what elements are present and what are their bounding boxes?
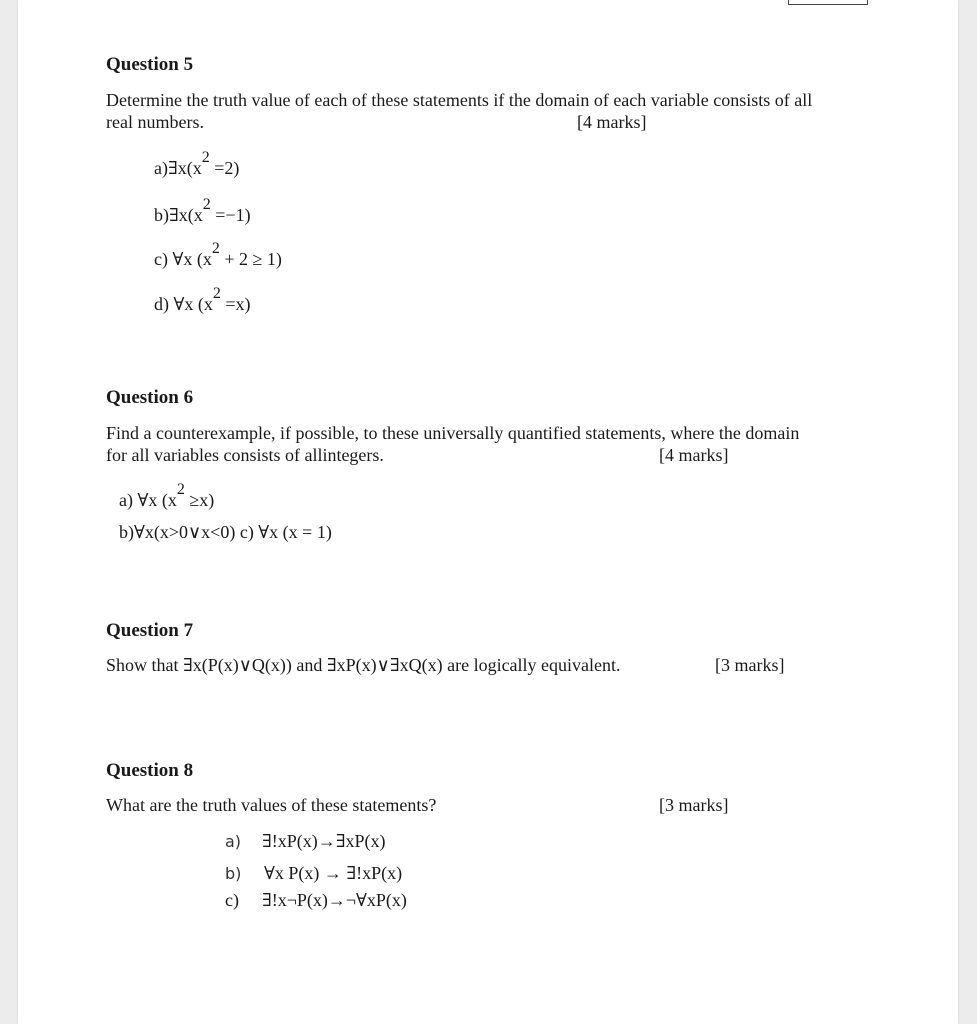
q5-item-d: d) ∀x (x2 =x) xyxy=(154,285,251,314)
q5-item-c: c) ∀x (x2 + 2 ≥ 1) xyxy=(154,240,282,269)
q6-text-line2: for all variables consists of allintegers. xyxy=(106,445,384,465)
q6-title: Question 6 xyxy=(106,387,194,408)
q8-text: What are the truth values of these statements? xyxy=(106,795,437,815)
q8-item-c-label: c) xyxy=(225,890,239,910)
q6-text-line1: Find a counterexample, if possible, to these universally quantified statements, where the domain xyxy=(106,423,800,443)
q8-title: Question 8 xyxy=(106,760,194,781)
q8-marks: [3 marks] xyxy=(659,795,729,815)
q8-item-b-expr: ∀x P(x) → ∃!xP(x) xyxy=(264,863,403,883)
q5-text-line2: real numbers. xyxy=(106,112,204,132)
q7-text: Show that ∃x(P(x)∨Q(x)) and ∃xP(x)∨∃xQ(x) are logically equivalent. xyxy=(106,655,621,675)
q5-text-line1: Determine the truth value of each of these statements if the domain of each variable consists of all xyxy=(106,90,813,110)
q5-title: Question 5 xyxy=(106,54,194,75)
q8-item-b-label: b) xyxy=(225,864,242,883)
q5-item-b: b)∃x(x2 =−1) xyxy=(154,196,251,225)
q8-item-a-expr: ∃!xP(x)→∃xP(x) xyxy=(262,831,386,851)
q6-item-bc: b)∀x(x>0∨x<0) c) ∀x (x = 1) xyxy=(119,522,332,542)
q8-item-a-label: a) xyxy=(225,832,242,851)
previous-marks-fragment xyxy=(788,0,868,5)
q8-item-b xyxy=(225,864,241,883)
q8-item-c-expr: ∃!x¬P(x)→¬∀xP(x) xyxy=(262,890,407,910)
document-page xyxy=(18,0,958,1024)
q6-marks: [4 marks] xyxy=(659,445,729,465)
q8-item-a xyxy=(225,832,241,851)
q5-marks: [4 marks] xyxy=(577,112,647,132)
q7-marks: [3 marks] xyxy=(715,655,785,675)
q6-item-a: a) ∀x (x2 ≥x) xyxy=(119,481,215,510)
q5-item-a: a)∃x(x2 =2) xyxy=(154,149,240,178)
q7-title: Question 7 xyxy=(106,620,194,641)
